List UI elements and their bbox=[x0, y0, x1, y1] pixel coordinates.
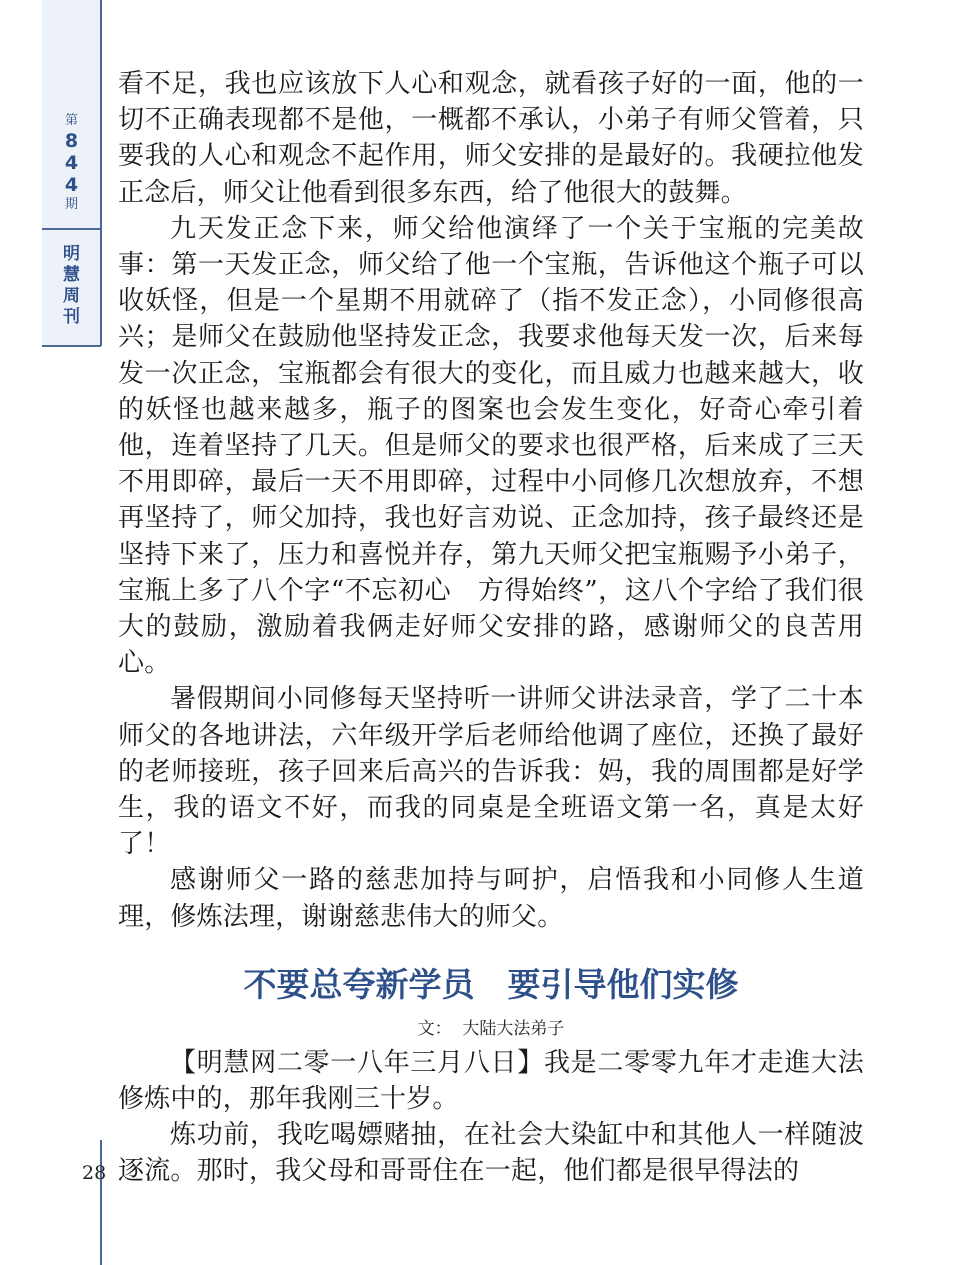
magazine-name-char: 刊 bbox=[63, 307, 80, 327]
article-paragraph: 【明慧网二零一八年三月八日】我是二零零九年才走進大法修炼中的，那年我刚三十岁。 bbox=[118, 1047, 864, 1115]
article-byline: 文： 大陆大法弟子 bbox=[417, 1018, 565, 1039]
margin-rule-bottom bbox=[100, 1140, 102, 1265]
issue-digit: 4 bbox=[64, 174, 79, 196]
margin-bottom-rule bbox=[42, 345, 101, 347]
body-paragraph: 九天发正念下来，师父给他演绎了一个关于宝瓶的完美故事：第一天发正念，师父给了他一个宝瓶，告诉他这个瓶子可以收妖怪，但是一个星期不用就碎了（指不发正念），小同修很高兴；是师父在鼓励他坚持发正念，我要求他每天发一次，后来每发一次正念，宝瓶都会有很大的变化，而且威力也越来越大，收的妖怪也越来越多，瓶子的图案也会发生变化，好奇心牵引着他，连着坚持了几天。但是师父的要求也很严格，后来成了三天不用即碎，最后一天不用即碎，过程中小同修几次想放弃，不想再坚持了，师父加持，我也好言劝说、正念加持，孩子最终还是坚持下来了，压力和喜悦并存，第九天师父把宝瓶赐予小弟子，宝瓶上多了八个字“不忘初心 方得始终”，这八个字给了我们很大的鼓励，激励着我俩走好师父安排的路，感谢师父的良苦用心。 bbox=[118, 213, 864, 679]
margin-divider bbox=[42, 228, 101, 230]
article-title: 不要总夸新学员 要引导他们实修 bbox=[243, 964, 739, 1004]
body-paragraph: 看不足，我也应该放下人心和观念，就看孩子好的一面，他的一切不正确表现都不是他，一概都不承认，小弟子有师父管着，只要我的人心和观念不起作用，师父安排的是最好的。我硬拉他发正念后，师父让他看到很多东西，给了他很大的鼓舞。 bbox=[118, 69, 864, 208]
body-paragraph: 暑假期间小同修每天坚持听一讲师父讲法录音，学了二十本师父的各地讲法，六年级开学后老师给他调了座位，还换了最好的老师接班，孩子回来后高兴的告诉我：妈，我的周围都是好学生，我的语文不好，而我的同桌是全班语文第一名，真是太好了！ bbox=[118, 684, 864, 860]
body-paragraph: 感谢师父一路的慈悲加持与呵护，启悟我和小同修人生道理，修炼法理，谢谢慈悲伟大的师父。 bbox=[118, 865, 864, 932]
magazine-name bbox=[42, 244, 101, 328]
issue-number bbox=[42, 112, 101, 214]
magazine-name-char: 明 bbox=[63, 244, 80, 264]
page-content bbox=[118, 66, 864, 1190]
issue-digit: 8 bbox=[64, 130, 79, 152]
magazine-name-char: 周 bbox=[63, 286, 80, 306]
issue-digit: 4 bbox=[64, 152, 79, 174]
page-number: 28 bbox=[82, 1162, 107, 1184]
issue-prefix: 第 bbox=[64, 113, 78, 128]
article-paragraph: 炼功前，我吃喝嫖赌抽，在社会大染缸中和其他人一样随波逐流。那时，我父母和哥哥住在一起，他们都是很早得法的 bbox=[118, 1120, 864, 1187]
issue-suffix: 期 bbox=[64, 197, 78, 212]
magazine-name-char: 慧 bbox=[63, 265, 80, 285]
